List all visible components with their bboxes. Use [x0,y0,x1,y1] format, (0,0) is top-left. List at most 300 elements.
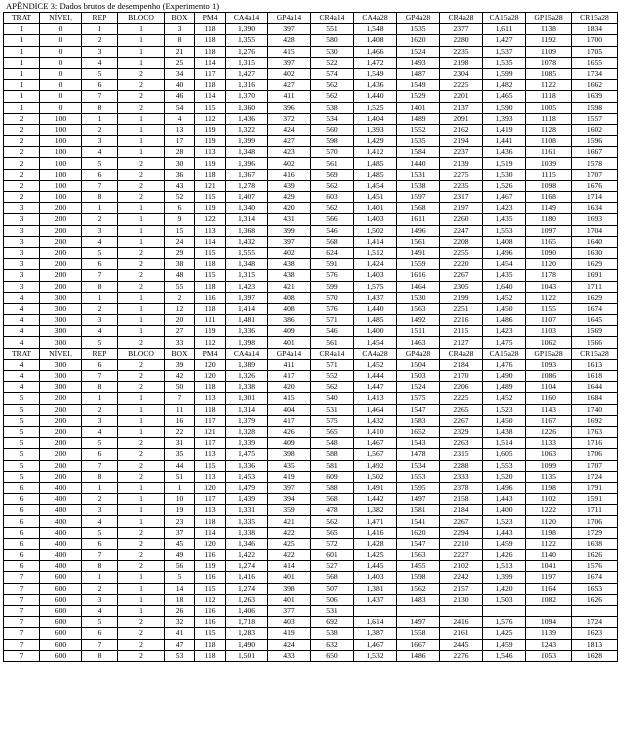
table-cell: 1 [118,315,165,326]
table-cell: 1109 [526,46,572,57]
table-cell: 552 [311,371,354,382]
table-cell: 1,387 [354,628,397,639]
table-cell: 119 [195,326,226,337]
table-cell: 3 [82,594,118,605]
table-cell: 1489 [397,113,440,124]
table-cell: 2 [118,538,165,549]
table-cell: 100 [40,158,82,169]
table-cell: 1630 [572,247,618,258]
table-cell: 415 [268,393,311,404]
table-cell: 5 [4,471,40,482]
table-cell: 1,397 [226,292,268,303]
table-cell: 1834 [572,24,618,35]
table-cell: 422 [268,527,311,538]
table-cell: 1,437 [354,292,397,303]
table-cell: 2 [4,124,40,135]
table-cell: 401 [268,572,311,583]
table-cell: 1 [118,393,165,404]
table-cell: 1566 [572,337,618,348]
table-cell: 522 [311,57,354,68]
table-cell: 1 [118,113,165,124]
table-cell: 400 [40,561,82,572]
table-cell: 2 [4,180,40,191]
table-cell: 1,435 [483,270,526,281]
table-cell: 2235 [440,180,483,191]
table-cell: 1 [4,46,40,57]
table-cell: 1,451 [354,192,397,203]
table-cell: 7 [82,91,118,102]
header-cell: GP4a14 [268,13,311,24]
table-cell: 2216 [440,315,483,326]
table-cell: 1,390 [226,24,268,35]
header-cell: CA4a28 [354,13,397,24]
table-cell: 7 [4,617,40,628]
table-cell: 1568 [397,203,440,214]
table-cell: 6 [4,527,40,538]
table-cell: 5 [4,415,40,426]
table-cell: 55 [165,281,195,292]
table-cell: 43 [165,180,195,191]
table-cell: 1464 [397,281,440,292]
table-cell: 4 [4,292,40,303]
table-row [4,180,618,191]
table-cell: 32 [165,617,195,628]
table-cell: 1620 [397,35,440,46]
table-cell: 408 [268,303,311,314]
table-cell: 113 [195,147,226,158]
table-cell: 425 [268,538,311,549]
table-cell: 120 [195,482,226,493]
table-cell: 114 [195,527,226,538]
table-cell: 4 [82,147,118,158]
table-cell: 1,485 [354,158,397,169]
table-cell: 591 [311,259,354,270]
table-cell: 1628 [572,650,618,661]
table-cell: 1740 [572,404,618,415]
table-cell: 402 [268,158,311,169]
header-cell: CA15a28 [483,348,526,359]
table-row [4,46,618,57]
table-cell: 3 [4,270,40,281]
table-cell: 300 [40,326,82,337]
table-cell: 10 [165,494,195,505]
table-cell: 300 [40,303,82,314]
table-cell: 2378 [440,482,483,493]
table-cell: 7 [4,583,40,594]
table-cell: 1561 [397,236,440,247]
table-cell: 1629 [572,259,618,270]
table-cell: 1,274 [226,561,268,572]
table-cell: 2 [118,158,165,169]
table-cell: 118 [195,404,226,415]
table-cell: 386 [268,315,311,326]
table-cell: 576 [311,270,354,281]
table-cell: 1,263 [226,594,268,605]
table-cell: 1,549 [354,68,397,79]
table-cell: 1,475 [226,449,268,460]
table-cell: 1,443 [483,527,526,538]
table-cell: 2 [118,628,165,639]
table-cell: 111 [195,315,226,326]
table-cell: 7 [82,460,118,471]
table-cell: 560 [311,124,354,135]
table-cell: 423 [268,147,311,158]
table-cell: 1638 [572,538,618,549]
table-cell: 2267 [440,516,483,527]
table-cell: 1 [118,494,165,505]
table-cell: 5 [4,449,40,460]
table-cell: 2 [118,471,165,482]
table-cell: 1562 [397,583,440,594]
table-cell: 1078 [526,57,572,68]
table-cell: 1602 [572,124,618,135]
table-cell: 1478 [397,449,440,460]
table-cell: 1,422 [226,550,268,561]
table-cell: 117 [195,415,226,426]
table-cell: 1,400 [354,326,397,337]
table-cell: 397 [268,236,311,247]
table-cell [572,605,618,616]
table-cell: 438 [268,259,311,270]
table-cell: 1,459 [483,538,526,549]
table-row [4,605,618,616]
table-cell: 1667 [397,639,440,650]
table-cell: 1 [118,583,165,594]
table-cell: 200 [40,214,82,225]
table-row [4,124,618,135]
table-cell: 200 [40,393,82,404]
table-row [4,57,618,68]
table-cell: 1118 [526,91,572,102]
table-cell: 2235 [440,46,483,57]
table-cell: 600 [40,605,82,616]
table-cell: 398 [268,583,311,594]
table-cell: 31 [165,438,195,449]
header-cell: BOX [165,348,195,359]
table-cell: 1563 [397,550,440,561]
table-cell: 1 [118,124,165,135]
table-cell: 2 [118,270,165,281]
table-cell: 115 [195,270,226,281]
table-cell: 1 [118,46,165,57]
table-cell: 551 [311,24,354,35]
table-cell: 1122 [526,80,572,91]
table-cell: 419 [268,628,311,639]
table-cell: 1,475 [483,337,526,348]
table-row [4,516,618,527]
table-cell: 112 [195,594,226,605]
table-cell: 1,441 [483,136,526,147]
table-cell: 4 [82,516,118,527]
table-cell: 1,490 [226,639,268,650]
table-cell: 1 [118,516,165,527]
header-cell: CA15a28 [483,13,526,24]
table-cell: 100 [40,147,82,158]
table-cell: 1,576 [483,617,526,628]
table-cell: 2206 [440,382,483,393]
table-cell: 1684 [572,393,618,404]
header-cell: PM4 [195,348,226,359]
table-cell: 116 [195,292,226,303]
table-cell: 46 [165,91,195,102]
table-cell: 1,512 [354,247,397,258]
table-cell: 2 [118,180,165,191]
table-cell: 7 [82,639,118,650]
table-cell: 1,414 [226,303,268,314]
table-cell: 1692 [572,415,618,426]
table-cell: 2157 [440,583,483,594]
table-cell: 2 [118,91,165,102]
table-cell: 118 [195,639,226,650]
table-cell: 1,407 [226,192,268,203]
table-cell: 1616 [397,270,440,281]
table-cell: 1,519 [483,158,526,169]
table-cell: 1652 [397,426,440,437]
table-cell: 575 [311,415,354,426]
table-cell: 1,435 [483,214,526,225]
table-cell: 1620 [397,527,440,538]
table-cell: 2267 [440,415,483,426]
table-cell: 1591 [572,494,618,505]
table-cell: 19 [165,505,195,516]
table-cell: 1,410 [354,426,397,437]
table-cell: 1,326 [226,371,268,382]
table-cell: 2 [118,281,165,292]
header-cell: CR4a14 [311,13,354,24]
table-cell: 1639 [572,91,618,102]
table-cell: 1535 [397,136,440,147]
table-cell: 1597 [397,192,440,203]
table-cell: 1 [118,35,165,46]
table-cell: 1629 [572,292,618,303]
table-cell: 1724 [572,471,618,482]
table-cell: 1120 [526,516,572,527]
table-cell: 1 [118,24,165,35]
table-row [4,136,618,147]
table-cell: 1583 [397,415,440,426]
table-cell: 7 [82,371,118,382]
table-cell: 1,444 [354,371,397,382]
table-cell: 1107 [526,315,572,326]
table-cell: 1 [118,225,165,236]
table-cell: 478 [311,505,354,516]
table-cell: 2280 [440,35,483,46]
table-cell: 1,605 [483,449,526,460]
table-cell: 562 [311,203,354,214]
table-cell: 2267 [440,270,483,281]
table-cell: 1,389 [226,359,268,370]
table-cell: 1090 [526,247,572,258]
table-cell: 1491 [397,247,440,258]
table-row [4,471,618,482]
table-cell: 1538 [397,180,440,191]
table-cell: 1180 [526,214,572,225]
table-cell: 1,278 [226,180,268,191]
table-cell: 1,523 [483,516,526,527]
table-cell: 1553 [397,471,440,482]
table-row [4,225,618,236]
table-cell: 1674 [572,572,618,583]
header-cell: GP4a28 [397,13,440,24]
table-cell: 1734 [572,68,618,79]
table-cell: 7 [82,550,118,561]
table-cell: 1524 [397,46,440,57]
table-cell: 3 [82,505,118,516]
table-cell: 1,404 [354,113,397,124]
table-cell: 409 [268,326,311,337]
table-row [4,505,618,516]
table-cell: 3 [4,236,40,247]
table-cell: 200 [40,225,82,236]
table-cell: 2208 [440,236,483,247]
table-cell: 1541 [397,516,440,527]
table-cell: 118 [195,46,226,57]
table-cell: 1,370 [226,91,268,102]
table-cell: 568 [311,494,354,505]
table-cell: 113 [195,393,226,404]
table-cell: 2220 [440,259,483,270]
table-cell: 397 [268,482,311,493]
table-cell: 3 [4,203,40,214]
table-cell: 571 [311,359,354,370]
table-cell: 1128 [526,124,572,135]
table-cell: 1,453 [226,471,268,482]
table-cell: 546 [311,326,354,337]
table-cell: 1,432 [354,415,397,426]
table-cell: 0 [40,57,82,68]
table-cell: 1543 [397,438,440,449]
table-cell: 39 [165,359,195,370]
table-cell: 1547 [397,404,440,415]
table-cell: 200 [40,259,82,270]
table-row [4,359,618,370]
table-cell: 398 [268,449,311,460]
table-cell: 1,393 [483,113,526,124]
table-cell: 1,553 [483,225,526,236]
table-cell: 2 [118,169,165,180]
table-cell: 1243 [526,639,572,650]
table-row [4,460,618,471]
table-row [4,550,618,561]
table-cell: 1 [82,393,118,404]
table-cell: 421 [268,516,311,527]
table-cell: 300 [40,359,82,370]
table-cell: 8 [165,35,195,46]
table-cell: 1,398 [226,337,268,348]
table-cell: 1455 [397,561,440,572]
table-cell: 119 [195,158,226,169]
table-cell: 8 [82,102,118,113]
table-cell: 6 [82,449,118,460]
table-cell: 400 [40,505,82,516]
table-cell: 1,436 [483,147,526,158]
table-cell: 15 [165,225,195,236]
header-cell: CR4a14 [311,348,354,359]
table-cell: 1222 [526,505,572,516]
table-row [4,259,618,270]
table-cell: 1,465 [483,91,526,102]
table-row [4,371,618,382]
table-cell: 2 [118,192,165,203]
table-cell: 600 [40,639,82,650]
table-row [4,91,618,102]
table-cell: 1653 [572,583,618,594]
table-cell: 1,553 [483,460,526,471]
table-row [4,594,618,605]
table-cell: 402 [268,247,311,258]
table-cell: 2445 [440,639,483,650]
table-cell: 1,338 [226,382,268,393]
table-cell: 2 [118,527,165,538]
table-cell: 1,452 [354,359,397,370]
table-cell: 538 [311,628,354,639]
table-cell: 1160 [526,393,572,404]
table-cell: 114 [195,236,226,247]
table-cell: 372 [268,113,311,124]
table-cell: 571 [311,315,354,326]
table-cell: 5 [4,460,40,471]
table-cell: 1226 [526,426,572,437]
table-cell: 1198 [526,482,572,493]
table-cell: 49 [165,550,195,561]
table-cell: 507 [311,583,354,594]
table-cell: 1,314 [226,404,268,415]
table-cell: 2 [118,371,165,382]
table-cell: 1 [82,292,118,303]
table-cell: 600 [40,594,82,605]
table-cell: 8 [82,650,118,661]
table-cell: 1,490 [483,371,526,382]
table-cell: 3 [82,415,118,426]
table-cell: 397 [268,57,311,68]
table-cell: 1122 [526,538,572,549]
table-cell: 1,382 [354,505,397,516]
table-cell: 5 [82,68,118,79]
table-cell: 1,322 [226,124,268,135]
table-cell: 50 [165,382,195,393]
table-cell: 1626 [572,594,618,605]
table-row [4,203,618,214]
table-cell: 1623 [572,628,618,639]
table-cell: 2 [118,460,165,471]
table-cell: 1,423 [483,203,526,214]
table-cell: 116 [195,550,226,561]
table-cell: 2115 [440,326,483,337]
table-cell: 419 [268,471,311,482]
table-cell: 2 [118,382,165,393]
table-row [4,482,618,493]
table-cell: 2242 [440,572,483,583]
table-cell: 2276 [440,650,483,661]
table-cell: 1133 [526,438,572,449]
table-cell: 1,355 [226,35,268,46]
table-cell: 6 [4,494,40,505]
table-cell: 1,276 [226,46,268,57]
table-cell: 7 [4,572,40,583]
table-cell: 411 [268,91,311,102]
table-cell: 1 [118,136,165,147]
table-cell: 1 [118,203,165,214]
table-cell: 1486 [397,650,440,661]
table-cell: 581 [311,460,354,471]
table-cell: 1483 [397,594,440,605]
table-cell: 1,400 [483,505,526,516]
table-cell: 1,423 [226,281,268,292]
table-cell: 562 [311,180,354,191]
table-cell: 1 [118,482,165,493]
header-cell: GP4a14 [268,348,311,359]
table-row [4,24,618,35]
